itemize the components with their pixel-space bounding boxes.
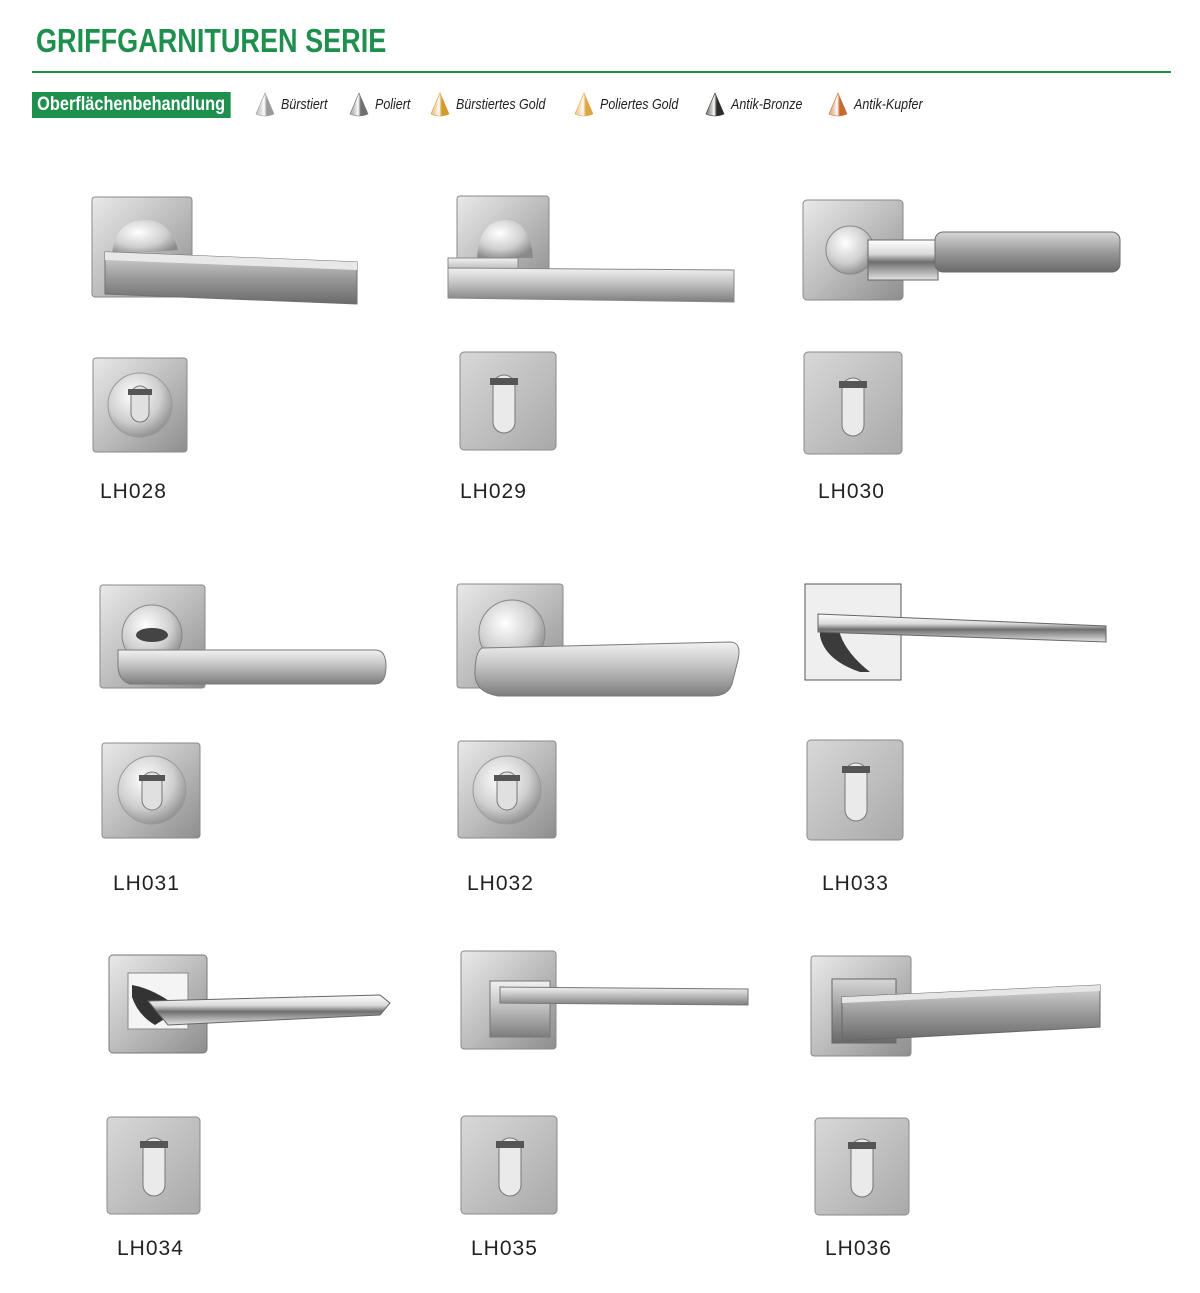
escutcheon-image [60, 580, 420, 910]
finish-item-poliertes-gold [574, 92, 691, 118]
product-code: LH031 [113, 872, 180, 895]
product-code: LH032 [467, 872, 534, 895]
escutcheon-image [60, 180, 420, 510]
escutcheon-image [420, 180, 780, 510]
finish-legend-badge: Oberflächenbehandlung [32, 92, 230, 118]
finish-label: Poliertes Gold [599, 97, 678, 113]
escutcheon-image [780, 180, 1140, 510]
cone-swatch-icon [430, 92, 450, 118]
cone-swatch-icon [828, 92, 848, 118]
product-code: LH035 [471, 1237, 538, 1260]
product-card [420, 580, 780, 910]
escutcheon-image [420, 580, 780, 910]
escutcheon-image [420, 945, 780, 1275]
escutcheon-image [60, 945, 420, 1275]
finish-item-poliert [349, 92, 416, 118]
finish-legend [32, 91, 934, 119]
product-card [60, 580, 420, 910]
product-card [780, 580, 1140, 910]
escutcheon-image [780, 945, 1140, 1275]
title-divider [32, 71, 1171, 73]
cone-swatch-icon [255, 92, 275, 118]
cone-swatch-icon [705, 92, 725, 118]
finish-label: Bürstiertes Gold [455, 97, 546, 113]
escutcheon-image [780, 580, 1140, 910]
finish-label: Bürstiert [280, 97, 327, 113]
product-card [780, 180, 1140, 510]
finish-item-buerstiert [255, 92, 335, 118]
cone-swatch-icon [574, 92, 594, 118]
finish-label: Poliert [374, 97, 410, 113]
product-card [420, 180, 780, 510]
product-code: LH036 [825, 1237, 892, 1260]
finish-label: Antik-Bronze [730, 97, 803, 113]
cone-swatch-icon [349, 92, 369, 118]
finish-label: Antik-Kupfer [853, 97, 923, 113]
product-code: LH033 [822, 872, 889, 895]
page-title: GRIFFGARNITUREN SERIE [36, 22, 387, 59]
product-code: LH034 [117, 1237, 184, 1260]
finish-item-antik-bronze [705, 92, 814, 118]
product-card [60, 945, 420, 1275]
product-code: LH029 [460, 480, 527, 503]
product-card [420, 945, 780, 1275]
product-card [60, 180, 420, 510]
finish-item-antik-kupfer [828, 92, 934, 118]
product-code: LH028 [100, 480, 167, 503]
product-code: LH030 [818, 480, 885, 503]
finish-item-buerstiertes-gold [430, 92, 560, 118]
product-card [780, 945, 1140, 1275]
